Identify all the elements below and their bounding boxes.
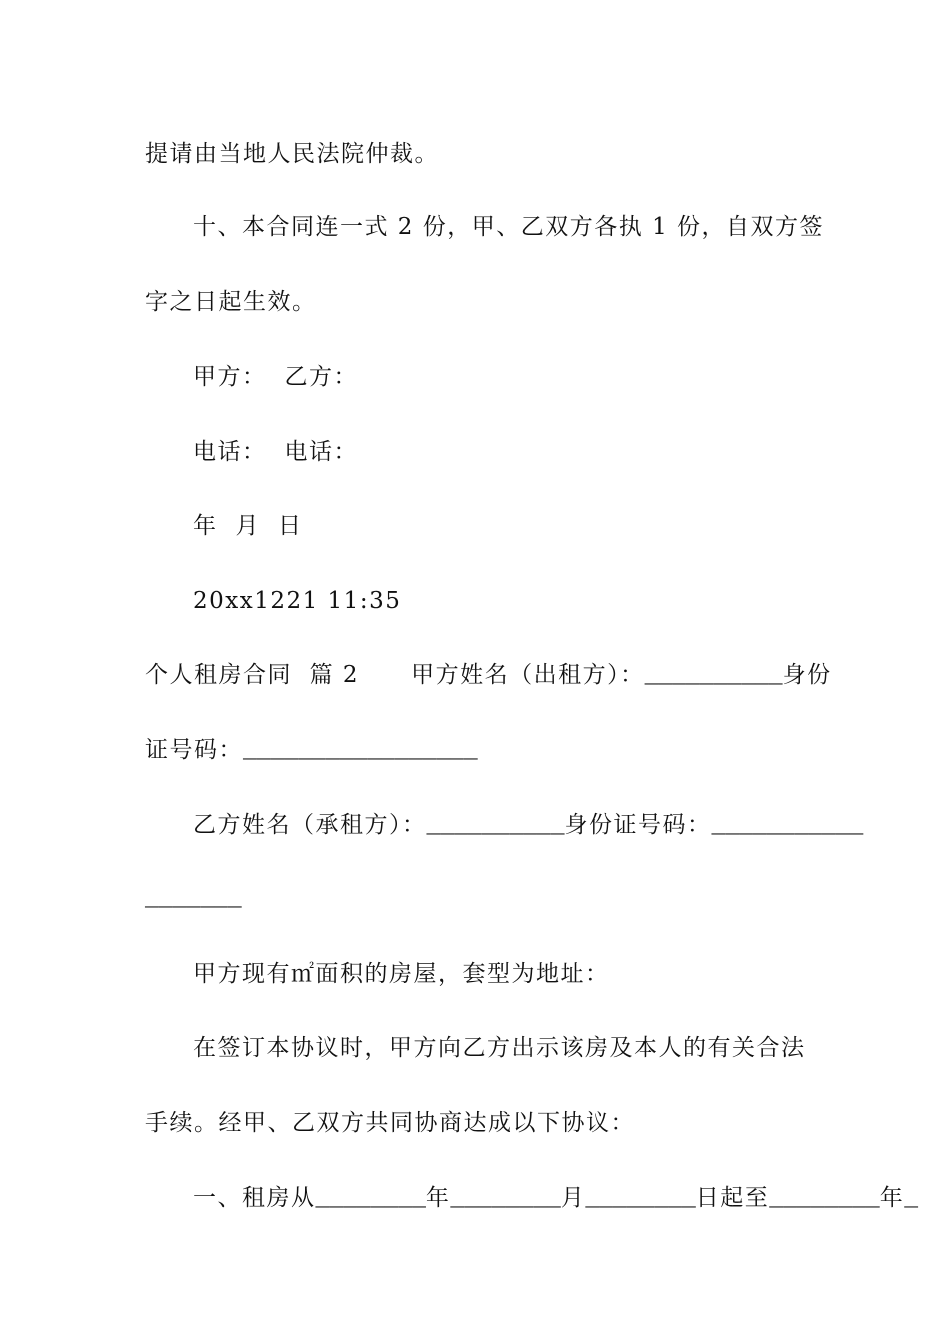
phone-b-label: 电话： bbox=[284, 439, 358, 465]
paragraph-copies-line1: 十、本合同连一式 2 份，甲、乙双方各执 1 份，自双方签 bbox=[193, 214, 825, 240]
signature-parties bbox=[193, 362, 358, 392]
lessee-name-blank: __________ bbox=[426, 813, 565, 839]
lessee-id-blank-1: ___________ bbox=[711, 813, 864, 839]
date-year: 年 bbox=[193, 513, 218, 539]
date-day: 日 bbox=[278, 513, 303, 539]
paragraph-sign-line2: 手续。经甲、乙双方共同协商达成以下协议： bbox=[145, 1110, 635, 1136]
paragraph-copies-line2: 字之日起生效。 bbox=[145, 289, 317, 315]
rent-year-label: 年 bbox=[425, 1185, 451, 1211]
party-b-label: 乙方： bbox=[284, 364, 358, 390]
section-title-line bbox=[145, 660, 832, 691]
rent-tail-blank: _ bbox=[904, 1186, 918, 1212]
timestamp: 20xx1221 11:35 bbox=[193, 588, 402, 614]
rent-blank-month: ________ bbox=[450, 1186, 561, 1212]
section-title: 个人租房合同 篇 2 bbox=[145, 662, 360, 688]
rent-month-label: 月 bbox=[560, 1185, 586, 1211]
date-month: 月 bbox=[235, 513, 260, 539]
lessee-id-blank-2: _______ bbox=[145, 886, 242, 912]
lessor-id-label-part2: 证号码： bbox=[145, 737, 243, 763]
rent-blank-year: ________ bbox=[315, 1186, 426, 1212]
rent-blank-day: ________ bbox=[585, 1186, 696, 1212]
rent-prefix: 一、租房从 bbox=[193, 1185, 316, 1211]
rent-day-from-label: 日起至 bbox=[695, 1185, 770, 1211]
lessee-line bbox=[193, 810, 863, 841]
paragraph-arbitration: 提请由当地人民法院仲裁。 bbox=[145, 141, 439, 167]
signature-date bbox=[193, 511, 303, 541]
phone-a-label: 电话： bbox=[193, 439, 267, 465]
lessor-name-label: 甲方姓名（出租方）： bbox=[411, 662, 645, 688]
lessor-name-blank: __________ bbox=[644, 663, 783, 689]
lessee-name-label: 乙方姓名（承租方）： bbox=[193, 812, 427, 838]
rent-blank-end-year: ________ bbox=[769, 1186, 880, 1212]
paragraph-sign-line1: 在签订本协议时，甲方向乙方出示该房及本人的有关合法 bbox=[193, 1035, 806, 1061]
rent-end-year-label: 年 bbox=[879, 1185, 905, 1211]
lessor-id-line bbox=[145, 735, 478, 766]
party-a-label: 甲方： bbox=[193, 364, 267, 390]
house-description: 甲方现有㎡面积的房屋，套型为地址： bbox=[193, 961, 610, 987]
rent-term-line bbox=[193, 1183, 918, 1214]
lessor-id-blank: _________________ bbox=[243, 738, 478, 764]
lessee-id-label: 身份证号码： bbox=[564, 812, 712, 838]
signature-phones bbox=[193, 437, 358, 467]
lessor-id-label-part1: 身份 bbox=[782, 662, 832, 688]
